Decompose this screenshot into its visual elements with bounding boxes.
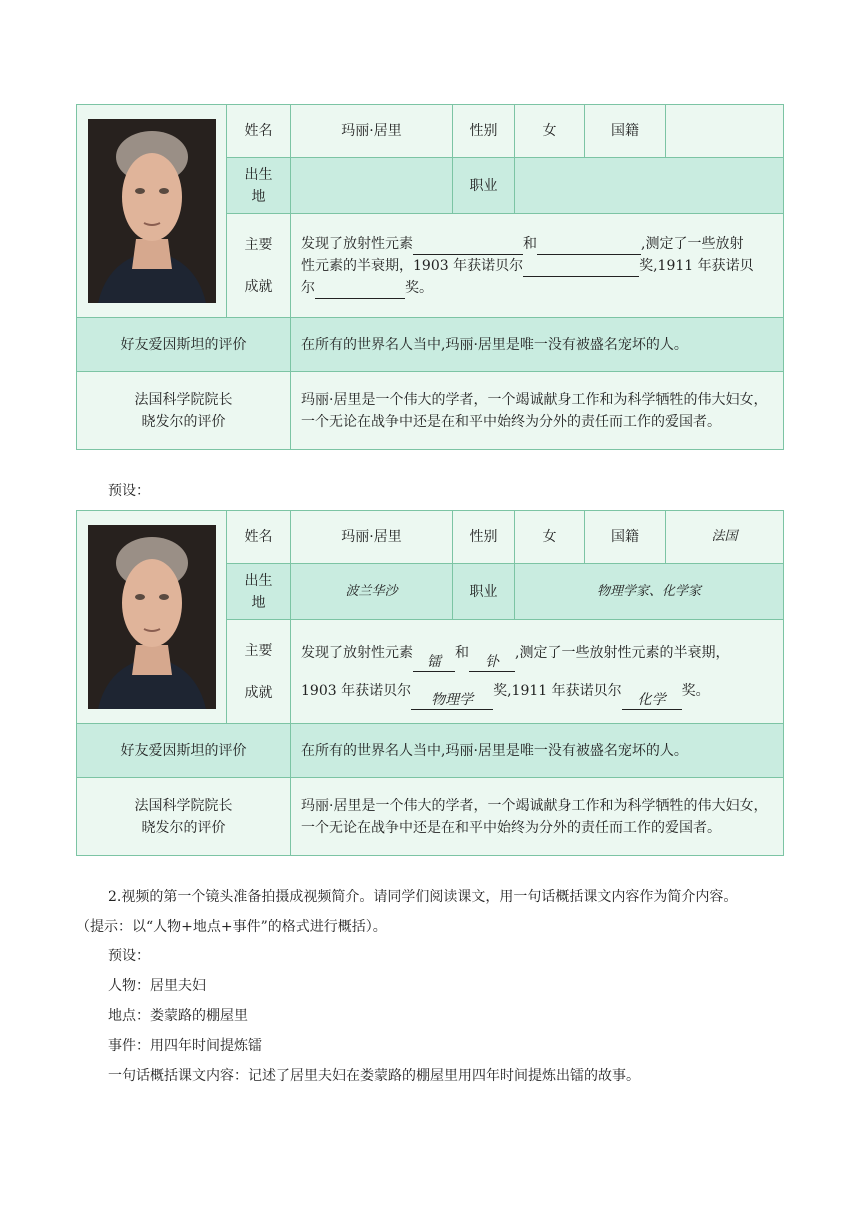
value-academy: 玛丽·居里是一个伟大的学者，一个竭诚献身工作和为科学牺牲的伟大妇女，一个无论在战争中还是在和平中始终为分外的责任而工作的爱国者。 — [291, 778, 784, 856]
label-einstein: 好友爱因斯坦的评价 — [77, 724, 291, 778]
blank-1 — [413, 254, 523, 255]
question-line-2: （提示：以“人物+地点+事件”的格式进行概括）。 — [76, 919, 387, 935]
value-nationality — [666, 105, 784, 158]
label-birthplace: 出生地 — [227, 564, 291, 620]
label-achievements: 主要 成就 — [227, 620, 291, 724]
value-einstein: 在所有的世界名人当中,玛丽·居里是唯一没有被盛名宠坏的人。 — [291, 318, 784, 372]
summary-place: 地点：娄蒙路的棚屋里 — [108, 1008, 248, 1024]
value-birthplace — [291, 158, 453, 214]
value-nationality: 法国 — [666, 511, 784, 564]
label-academy: 法国科学院院长 晓发尔的评价 — [77, 778, 291, 856]
label-academy: 法国科学院院长 晓发尔的评价 — [77, 372, 291, 450]
info-table-answers — [76, 510, 784, 856]
portrait-photo — [88, 119, 216, 303]
blank-3: 物理学 — [411, 691, 493, 710]
blank-1: 镭 — [413, 653, 455, 672]
label-nationality: 国籍 — [585, 511, 666, 564]
blank-4 — [315, 298, 405, 299]
value-einstein: 在所有的世界名人当中,玛丽·居里是唯一没有被盛名宠坏的人。 — [291, 724, 784, 778]
value-name: 玛丽·居里 — [291, 105, 453, 158]
label-gender: 性别 — [453, 105, 515, 158]
label-occupation: 职业 — [453, 158, 515, 214]
value-gender: 女 — [515, 511, 585, 564]
blank-2 — [537, 254, 641, 255]
blank-3 — [523, 276, 639, 277]
portrait-cell — [77, 511, 227, 724]
preset-label-2: 预设： — [108, 948, 150, 964]
blank-4: 化学 — [622, 691, 682, 710]
value-achievements: 发现了放射性元素 和 ,测定了一些放射 性元素的半衰期，1903 年获诺贝尔 奖,1911 年获诺贝 尔 奖。 — [291, 214, 784, 318]
preset-label: 预设： — [108, 483, 150, 499]
label-einstein: 好友爱因斯坦的评价 — [77, 318, 291, 372]
info-table-blank — [76, 104, 784, 450]
label-name: 姓名 — [227, 511, 291, 564]
summary-event: 事件：用四年时间提炼镭 — [108, 1038, 262, 1054]
summary-person: 人物：居里夫妇 — [108, 978, 206, 994]
value-academy: 玛丽·居里是一个伟大的学者，一个竭诚献身工作和为科学牺牲的伟大妇女，一个无论在战争中还是在和平中始终为分外的责任而工作的爱国者。 — [291, 372, 784, 450]
value-achievements: 发现了放射性元素镭和钋,测定了一些放射性元素的半衰期， 1903 年获诺贝尔物理学奖,1911 年获诺贝尔化学奖。 — [291, 620, 784, 724]
value-occupation: 物理学家、化学家 — [515, 564, 784, 620]
label-name: 姓名 — [227, 105, 291, 158]
portrait-photo — [88, 525, 216, 709]
label-birthplace: 出生地 — [227, 158, 291, 214]
portrait-cell — [77, 105, 227, 318]
value-birthplace: 波兰华沙 — [291, 564, 453, 620]
label-gender: 性别 — [453, 511, 515, 564]
label-nationality: 国籍 — [585, 105, 666, 158]
value-gender: 女 — [515, 105, 585, 158]
summary-sentence: 一句话概括课文内容：记述了居里夫妇在娄蒙路的棚屋里用四年时间提炼出镭的故事。 — [108, 1068, 640, 1084]
label-achievements: 主要 成就 — [227, 214, 291, 318]
value-occupation — [515, 158, 784, 214]
label-occupation: 职业 — [453, 564, 515, 620]
value-name: 玛丽·居里 — [291, 511, 453, 564]
question-line-1: 2.视频的第一个镜头准备拍摄成视频简介。请同学们阅读课文，用一句话概括课文内容作为简介内容。 — [108, 889, 738, 905]
blank-2: 钋 — [469, 653, 515, 672]
